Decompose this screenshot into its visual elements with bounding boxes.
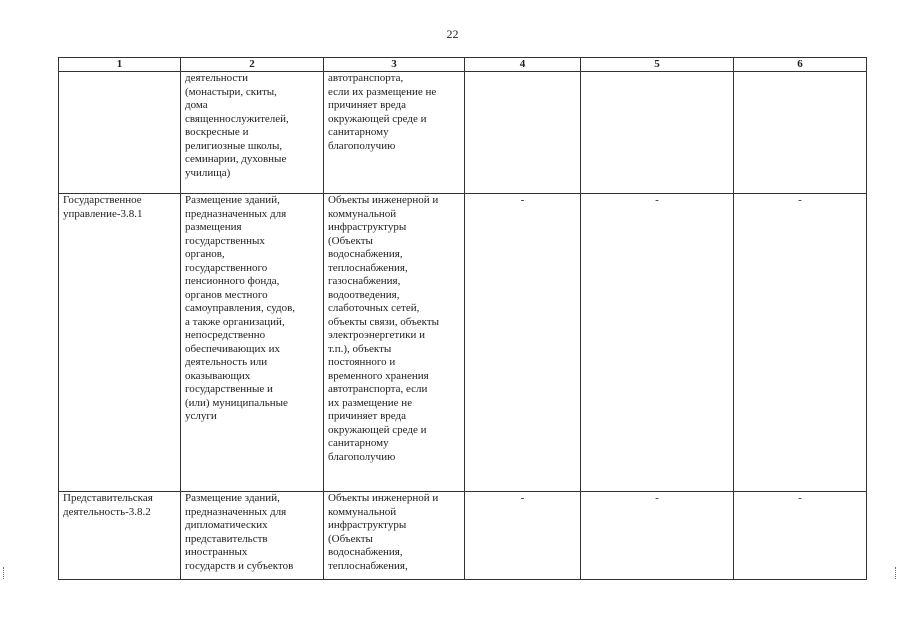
table-cell: автотранспорта, если их размещение не причиняет вреда окружающей среде и санитарному благополучию	[324, 72, 465, 194]
table-cell: -	[581, 194, 734, 492]
table-row	[59, 194, 867, 492]
column-header: 3	[324, 58, 465, 72]
table-cell: Размещение зданий, предназначенных для размещения государственных органов, государственного пенсионного фонда, органов местного самоуправления, судов, а также организаций, непосредственно обеспечивающих их деятельность или оказывающих государственные и (или) муниципальные услуги	[181, 194, 324, 492]
page-number: 22	[446, 27, 459, 41]
table-cell: Объекты инженерной и коммунальной инфраструктуры (Объекты водоснабжения, теплоснабжения, газоснабжения, водоотведения, слаботочных сетей, объекты связи, объекты электроэнергетики и т.п.), объекты постоянного и временного хранения автотранспорта, если их размещение не причиняет вреда окружающей среде и санитарному благополучию	[324, 194, 465, 492]
column-header: 2	[181, 58, 324, 72]
table-cell: -	[465, 194, 581, 492]
table-row	[59, 492, 867, 580]
column-header: 6	[734, 58, 867, 72]
table-cell	[581, 72, 734, 194]
table-cell: Объекты инженерной и коммунальной инфраструктуры (Объекты водоснабжения, теплоснабжения,	[324, 492, 465, 580]
column-header: 1	[59, 58, 181, 72]
zoning-table	[58, 57, 867, 580]
table-cell	[59, 72, 181, 194]
table-cell: Государственное управление-3.8.1	[59, 194, 181, 492]
table-cell: -	[734, 492, 867, 580]
table-cell	[465, 72, 581, 194]
table-header-row	[59, 58, 867, 72]
table-row	[59, 72, 867, 194]
table-cell: -	[581, 492, 734, 580]
table-cell: Размещение зданий, предназначенных для дипломатических представительств иностранных государств и субъектов	[181, 492, 324, 580]
table-cell: Представительская деятельность-3.8.2	[59, 492, 181, 580]
table-cell: -	[734, 194, 867, 492]
column-header: 5	[581, 58, 734, 72]
table-cell: деятельности (монастыри, скиты, дома священнослужителей, воскресные и религиозные школы, семинарии, духовные училища)	[181, 72, 324, 194]
table-cell: -	[465, 492, 581, 580]
table-cell	[734, 72, 867, 194]
scan-edge-mark	[895, 567, 899, 579]
column-header: 4	[465, 58, 581, 72]
scan-edge-mark	[3, 567, 7, 579]
